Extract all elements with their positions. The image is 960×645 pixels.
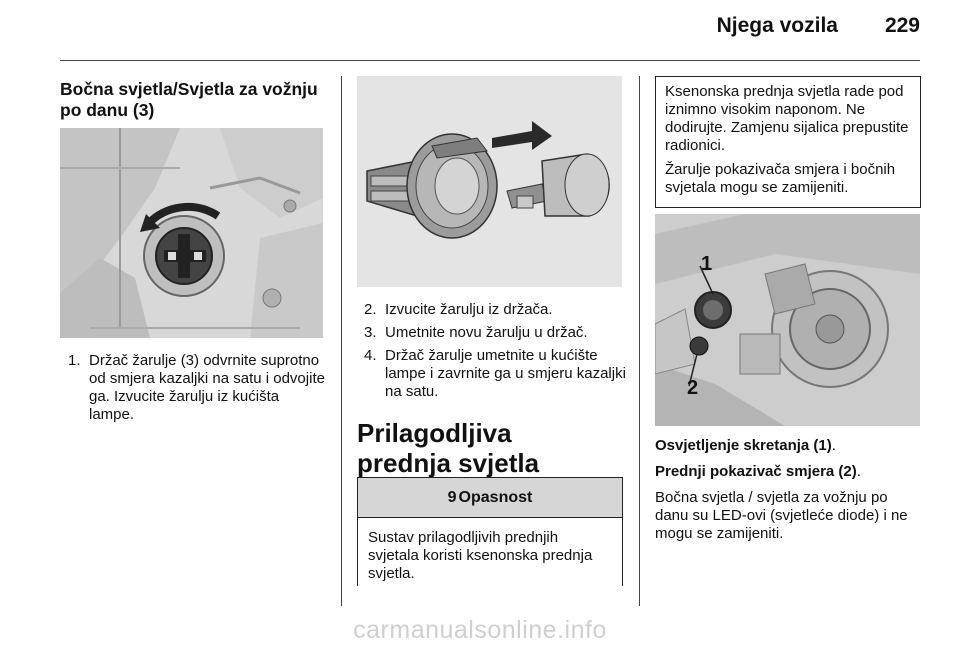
step-number: 1.	[68, 352, 81, 369]
step-text: Umetnite novu žarulju u držač.	[385, 324, 588, 341]
caption-label: Prednji pokazivač smjera (2)	[655, 463, 857, 480]
column-divider-right	[639, 76, 640, 606]
callout-1: 1	[701, 253, 713, 275]
headlight-assembly-figure	[655, 214, 920, 426]
caption-turn-signal	[655, 463, 923, 481]
caption-rest: .	[831, 437, 836, 454]
callout-2: 2	[687, 377, 699, 399]
step-text: Držač žarulje umetnite u kućište lampe i zavrnite ga u smjeru kazaljki na satu.	[385, 347, 626, 400]
list-item	[364, 347, 626, 401]
column-divider-left	[341, 76, 342, 606]
caption-cornering-light	[655, 437, 923, 455]
header-rule	[60, 60, 920, 61]
steps-list-1	[68, 352, 326, 429]
watermark: carmanualsonline.info	[353, 616, 607, 644]
running-header-title: Njega vozila	[716, 14, 838, 37]
warning-text: Sustav prilagodljivih prednjih svjetala koristi ksenonska prednja svjetla.	[368, 529, 593, 582]
list-item	[68, 352, 326, 424]
step-number: 2.	[364, 301, 377, 318]
section-heading-adaptive-headlights: Prilagodljiva prednja svjetla	[357, 418, 540, 478]
bulb-holder-figure	[60, 128, 323, 338]
note-box	[655, 76, 921, 208]
page-number: 229	[884, 14, 920, 37]
step-number: 4.	[364, 347, 377, 364]
caption-rest: Bočna svjetla / svjetla za vožnju po danu su LED-ovi (svjetleće diode) i ne mogu se zamijeniti.	[655, 489, 908, 542]
note-paragraph: Žarulje pokazivača smjera i bočnih svjetala mogu se zamijeniti.	[665, 161, 896, 196]
figure-captions	[655, 437, 923, 551]
warning-header	[358, 478, 622, 518]
caption-led-lights	[655, 489, 923, 543]
steps-list-2	[364, 301, 626, 406]
bulb-removal-figure	[357, 76, 622, 287]
caption-rest: .	[856, 463, 861, 480]
warning-symbol-icon: 9	[447, 488, 457, 506]
caption-label: Osvjetljenje skretanja (1)	[655, 437, 832, 454]
note-paragraph: Ksenonska prednja svjetla rade pod iznimno visokim naponom. Ne dodirujte. Zamjenu sijalica prepustite radionici.	[665, 83, 909, 154]
step-number: 3.	[364, 324, 377, 341]
section-heading-side-lights: Bočna svjetla/Svjetla za vožnju po danu (3)	[60, 79, 318, 120]
step-text: Držač žarulje (3) odvrnite suprotno od smjera kazaljki na satu i odvojite ga. Izvucite žarulju iz kućišta lampe.	[89, 352, 325, 423]
list-item	[364, 324, 626, 342]
warning-box	[357, 477, 623, 586]
list-item	[364, 301, 626, 319]
step-text: Izvucite žarulju iz držača.	[385, 301, 553, 318]
warning-title: Opasnost	[458, 488, 533, 506]
